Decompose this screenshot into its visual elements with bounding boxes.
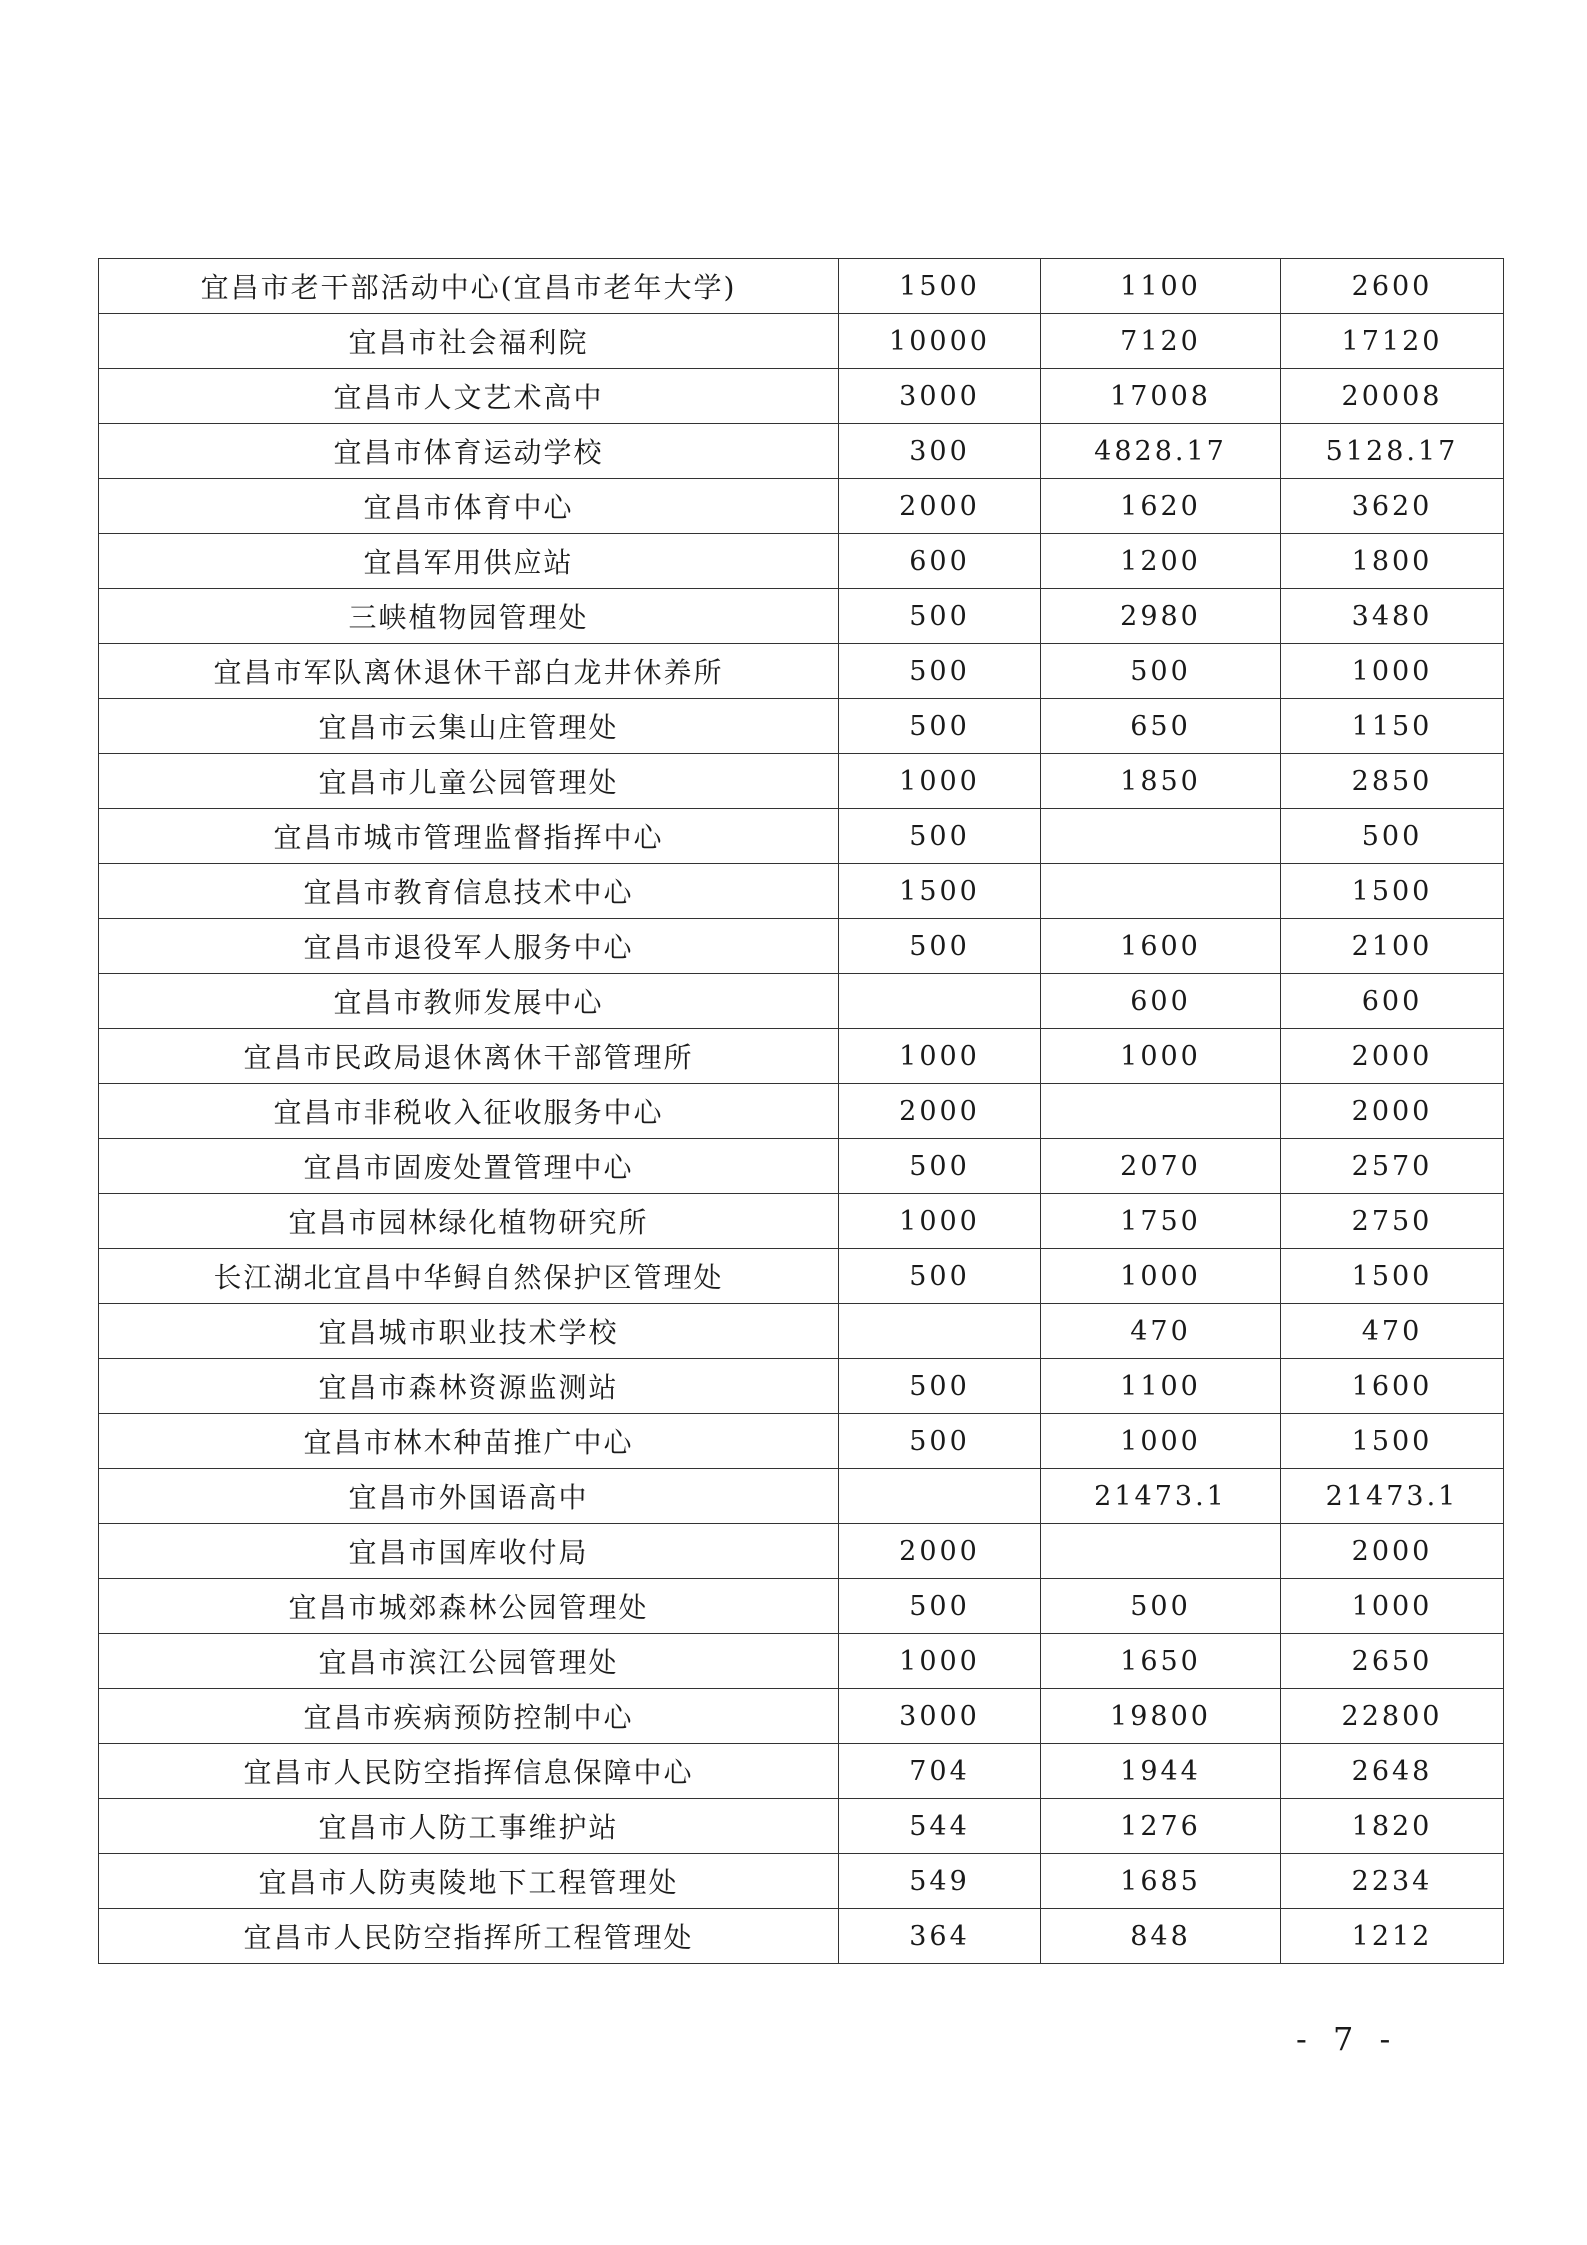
unit-name-cell: 宜昌市固废处置管理中心: [99, 1139, 839, 1194]
value-1-cell: 500: [839, 1249, 1041, 1304]
value-2-cell: 1276: [1041, 1799, 1281, 1854]
unit-name-cell: 宜昌军用供应站: [99, 534, 839, 589]
value-1-cell: 1500: [839, 864, 1041, 919]
total-cell: 1000: [1281, 644, 1504, 699]
value-1-cell: 2000: [839, 1084, 1041, 1139]
unit-name-cell: 宜昌市人防夷陵地下工程管理处: [99, 1854, 839, 1909]
table-row: [99, 1854, 1504, 1909]
total-cell: 2850: [1281, 754, 1504, 809]
value-2-cell: 1200: [1041, 534, 1281, 589]
value-1-cell: 1000: [839, 1194, 1041, 1249]
total-cell: 1000: [1281, 1579, 1504, 1634]
table-row: [99, 754, 1504, 809]
unit-name-cell: 宜昌市滨江公园管理处: [99, 1634, 839, 1689]
value-2-cell: 19800: [1041, 1689, 1281, 1744]
total-cell: 2000: [1281, 1084, 1504, 1139]
total-cell: 17120: [1281, 314, 1504, 369]
unit-name-cell: 宜昌市城市管理监督指挥中心: [99, 809, 839, 864]
unit-name-cell: 宜昌市体育中心: [99, 479, 839, 534]
value-1-cell: 500: [839, 1359, 1041, 1414]
value-2-cell: [1041, 809, 1281, 864]
table-row: [99, 1579, 1504, 1634]
value-1-cell: 1000: [839, 754, 1041, 809]
value-2-cell: 1100: [1041, 259, 1281, 314]
total-cell: 2000: [1281, 1029, 1504, 1084]
value-2-cell: 2980: [1041, 589, 1281, 644]
total-cell: 2650: [1281, 1634, 1504, 1689]
unit-name-cell: 宜昌市国库收付局: [99, 1524, 839, 1579]
total-cell: 2000: [1281, 1524, 1504, 1579]
table-row: [99, 919, 1504, 974]
unit-name-cell: 宜昌市云集山庄管理处: [99, 699, 839, 754]
unit-name-cell: 宜昌市体育运动学校: [99, 424, 839, 479]
unit-name-cell: 宜昌市军队离休退休干部白龙井休养所: [99, 644, 839, 699]
value-2-cell: 1100: [1041, 1359, 1281, 1414]
value-1-cell: 500: [839, 1414, 1041, 1469]
table-row: [99, 809, 1504, 864]
value-2-cell: 1000: [1041, 1414, 1281, 1469]
total-cell: 1500: [1281, 1414, 1504, 1469]
value-1-cell: 3000: [839, 1689, 1041, 1744]
value-1-cell: 300: [839, 424, 1041, 479]
total-cell: 600: [1281, 974, 1504, 1029]
table-row: [99, 424, 1504, 479]
unit-name-cell: 宜昌市林木种苗推广中心: [99, 1414, 839, 1469]
table-row: [99, 1469, 1504, 1524]
unit-name-cell: 宜昌市人民防空指挥信息保障中心: [99, 1744, 839, 1799]
value-2-cell: 650: [1041, 699, 1281, 754]
value-1-cell: 500: [839, 919, 1041, 974]
table-row: [99, 1634, 1504, 1689]
total-cell: 1500: [1281, 1249, 1504, 1304]
value-2-cell: 21473.1: [1041, 1469, 1281, 1524]
value-1-cell: 1500: [839, 259, 1041, 314]
value-1-cell: 2000: [839, 1524, 1041, 1579]
value-1-cell: 704: [839, 1744, 1041, 1799]
total-cell: 1820: [1281, 1799, 1504, 1854]
value-2-cell: 600: [1041, 974, 1281, 1029]
table-row: [99, 699, 1504, 754]
total-cell: 2750: [1281, 1194, 1504, 1249]
table-row: [99, 1359, 1504, 1414]
value-2-cell: 470: [1041, 1304, 1281, 1359]
table-row: [99, 1799, 1504, 1854]
total-cell: 470: [1281, 1304, 1504, 1359]
unit-name-cell: 宜昌市社会福利院: [99, 314, 839, 369]
table-row: [99, 1029, 1504, 1084]
total-cell: 1500: [1281, 864, 1504, 919]
unit-name-cell: 宜昌市疾病预防控制中心: [99, 1689, 839, 1744]
value-1-cell: 3000: [839, 369, 1041, 424]
unit-name-cell: 宜昌城市职业技术学校: [99, 1304, 839, 1359]
value-2-cell: 7120: [1041, 314, 1281, 369]
page-number: - 7 -: [1296, 2020, 1399, 2058]
unit-name-cell: 宜昌市教师发展中心: [99, 974, 839, 1029]
unit-name-cell: 宜昌市民政局退休离休干部管理所: [99, 1029, 839, 1084]
unit-name-cell: 宜昌市教育信息技术中心: [99, 864, 839, 919]
value-2-cell: 4828.17: [1041, 424, 1281, 479]
table-row: [99, 1744, 1504, 1799]
total-cell: 1800: [1281, 534, 1504, 589]
value-1-cell: 1000: [839, 1029, 1041, 1084]
unit-name-cell: 宜昌市老干部活动中心(宜昌市老年大学): [99, 259, 839, 314]
unit-name-cell: 宜昌市人民防空指挥所工程管理处: [99, 1909, 839, 1964]
total-cell: 3620: [1281, 479, 1504, 534]
value-1-cell: [839, 1304, 1041, 1359]
value-2-cell: 1750: [1041, 1194, 1281, 1249]
value-2-cell: 1685: [1041, 1854, 1281, 1909]
total-cell: 2648: [1281, 1744, 1504, 1799]
table-row: [99, 589, 1504, 644]
table-row: [99, 259, 1504, 314]
value-1-cell: 549: [839, 1854, 1041, 1909]
total-cell: 21473.1: [1281, 1469, 1504, 1524]
value-2-cell: 17008: [1041, 369, 1281, 424]
value-2-cell: 848: [1041, 1909, 1281, 1964]
table-row: [99, 1909, 1504, 1964]
unit-name-cell: 宜昌市人文艺术高中: [99, 369, 839, 424]
table-row: [99, 1249, 1504, 1304]
value-1-cell: 500: [839, 589, 1041, 644]
unit-name-cell: 宜昌市退役军人服务中心: [99, 919, 839, 974]
value-2-cell: 500: [1041, 644, 1281, 699]
value-2-cell: 1620: [1041, 479, 1281, 534]
total-cell: 2234: [1281, 1854, 1504, 1909]
value-2-cell: 1000: [1041, 1029, 1281, 1084]
value-1-cell: 500: [839, 699, 1041, 754]
total-cell: 1150: [1281, 699, 1504, 754]
value-1-cell: 500: [839, 1579, 1041, 1634]
total-cell: 5128.17: [1281, 424, 1504, 479]
value-1-cell: 500: [839, 644, 1041, 699]
total-cell: 2570: [1281, 1139, 1504, 1194]
total-cell: 2100: [1281, 919, 1504, 974]
value-2-cell: 1850: [1041, 754, 1281, 809]
total-cell: 3480: [1281, 589, 1504, 644]
value-2-cell: [1041, 864, 1281, 919]
value-1-cell: 1000: [839, 1634, 1041, 1689]
total-cell: 20008: [1281, 369, 1504, 424]
value-1-cell: 500: [839, 809, 1041, 864]
table-row: [99, 644, 1504, 699]
value-2-cell: 500: [1041, 1579, 1281, 1634]
table-row: [99, 479, 1504, 534]
unit-name-cell: 宜昌市园林绿化植物研究所: [99, 1194, 839, 1249]
table-row: [99, 534, 1504, 589]
value-2-cell: 1650: [1041, 1634, 1281, 1689]
unit-name-cell: 宜昌市城郊森林公园管理处: [99, 1579, 839, 1634]
value-2-cell: 1600: [1041, 919, 1281, 974]
budget-table-body: [99, 259, 1504, 1964]
total-cell: 1212: [1281, 1909, 1504, 1964]
value-2-cell: [1041, 1524, 1281, 1579]
value-1-cell: [839, 1469, 1041, 1524]
unit-name-cell: 宜昌市森林资源监测站: [99, 1359, 839, 1414]
table-row: [99, 1414, 1504, 1469]
table-row: [99, 314, 1504, 369]
value-1-cell: 500: [839, 1139, 1041, 1194]
table-row: [99, 1084, 1504, 1139]
value-1-cell: 600: [839, 534, 1041, 589]
value-1-cell: 10000: [839, 314, 1041, 369]
total-cell: 2600: [1281, 259, 1504, 314]
table-row: [99, 369, 1504, 424]
value-1-cell: 364: [839, 1909, 1041, 1964]
table-row: [99, 1524, 1504, 1579]
table-row: [99, 1689, 1504, 1744]
unit-name-cell: 宜昌市非税收入征收服务中心: [99, 1084, 839, 1139]
value-1-cell: [839, 974, 1041, 1029]
table-row: [99, 1194, 1504, 1249]
unit-name-cell: 长江湖北宜昌中华鲟自然保护区管理处: [99, 1249, 839, 1304]
budget-table: [98, 258, 1504, 1964]
table-row: [99, 1304, 1504, 1359]
unit-name-cell: 宜昌市儿童公园管理处: [99, 754, 839, 809]
total-cell: 22800: [1281, 1689, 1504, 1744]
value-1-cell: 544: [839, 1799, 1041, 1854]
total-cell: 1600: [1281, 1359, 1504, 1414]
value-2-cell: 1000: [1041, 1249, 1281, 1304]
table-row: [99, 974, 1504, 1029]
value-2-cell: 1944: [1041, 1744, 1281, 1799]
unit-name-cell: 三峡植物园管理处: [99, 589, 839, 644]
table-row: [99, 864, 1504, 919]
value-1-cell: 2000: [839, 479, 1041, 534]
total-cell: 500: [1281, 809, 1504, 864]
value-2-cell: 2070: [1041, 1139, 1281, 1194]
unit-name-cell: 宜昌市人防工事维护站: [99, 1799, 839, 1854]
value-2-cell: [1041, 1084, 1281, 1139]
unit-name-cell: 宜昌市外国语高中: [99, 1469, 839, 1524]
table-row: [99, 1139, 1504, 1194]
